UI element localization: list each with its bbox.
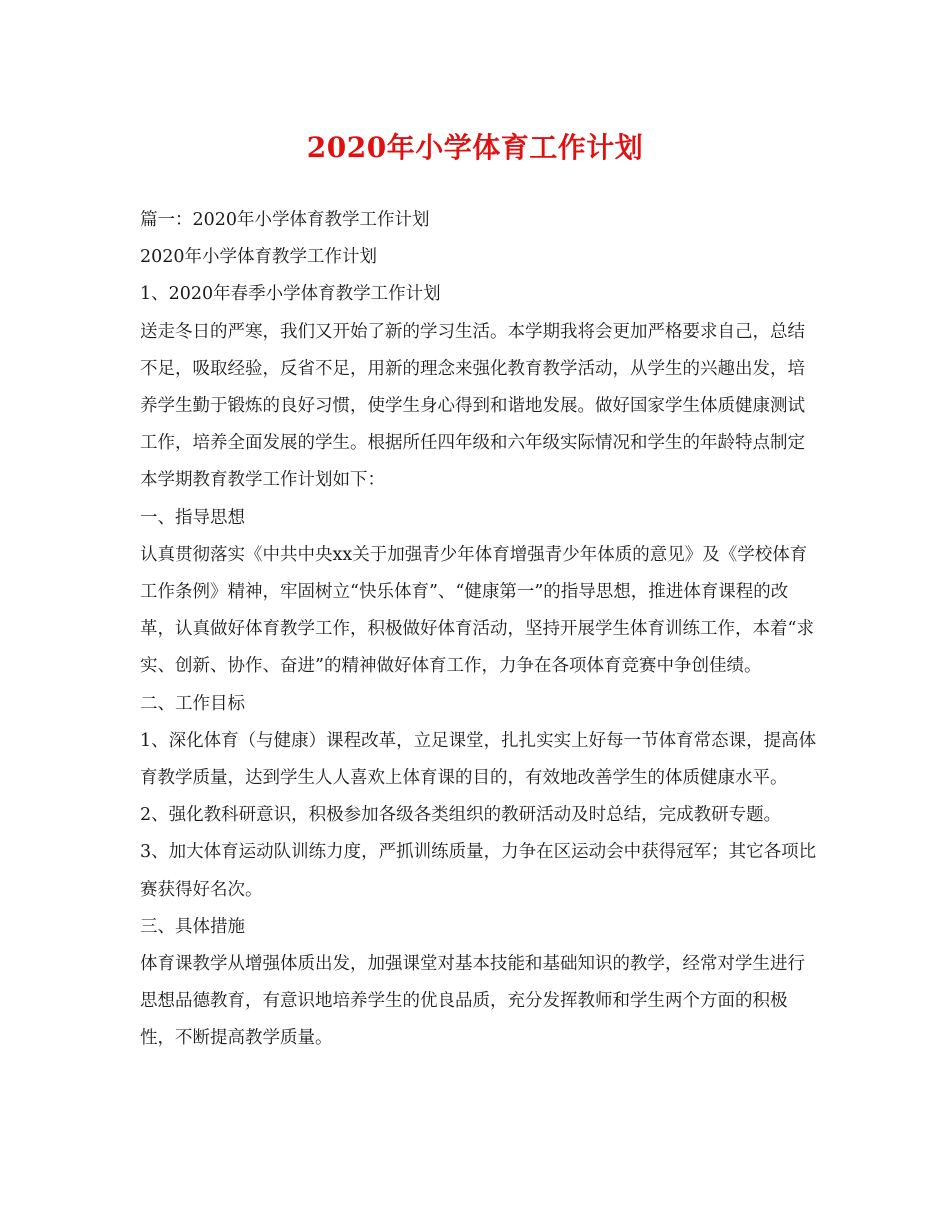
body-paragraph: 2、强化教科研意识，积极参加各级各类组织的教研活动及时总结，完成教研专题。	[140, 805, 782, 826]
body-paragraph: 3、加大体育运动队训练力度，严抓训练质量，力争在区运动会中获得冠军；其它各项比赛获得好名次。	[140, 842, 817, 900]
section-heading: 一、指导思想	[140, 507, 245, 528]
document-body	[140, 202, 820, 1058]
subheading: 1、2020年春季小学体育教学工作计划	[140, 284, 441, 305]
body-paragraph: 认真贯彻落实《中共中央xx关于加强青少年体育增强青少年体质的意见》及《学校体育工作条例》精神，牢固树立“快乐体育”、“健康第一”的指导思想，推进体育课程的改革，认真做好体育教学工作，积极做好体育活动，坚持开展学生体育训练工作，本着“求实、创新、协作、奋进”的精神做好体育工作，力争在各项体育竞赛中争创佳绩。	[140, 544, 814, 677]
section-heading: 篇一：2020年小学体育教学工作计划	[140, 210, 430, 230]
subtitle: 2020年小学体育教学工作计划	[140, 247, 378, 268]
section-heading: 二、工作目标	[140, 693, 245, 714]
document-title: 2020年小学体育工作计划	[306, 131, 644, 164]
body-paragraph: 体育课教学从增强体质出发，加强课堂对基本技能和基础知识的教学，经常对学生进行思想品德教育，有意识地培养学生的优良品质，充分发挥教师和学生两个方面的积极性，不断提高教学质量。	[140, 954, 805, 1049]
body-paragraph: 1、深化体育（与健康）课程改革，立足课堂，扎扎实实上好每一节体育常态课，提高体育教学质量，达到学生人人喜欢上体育课的目的，有效地改善学生的体质健康水平。	[140, 730, 817, 789]
body-paragraph: 送走冬日的严寒，我们又开始了新的学习生活。本学期我将会更加严格要求自己，总结不足，吸取经验，反省不足，用新的理念来强化教育教学活动，从学生的兴趣出发，培养学生勤于锻炼的良好习惯，使学生身心得到和谐地发展。做好国家学生体质健康测试工作，培养全面发展的学生。根据所任四年级和六年级实际情况和学生的年龄特点制定本学期教育教学工作计划如下：	[140, 321, 805, 491]
section-heading: 三、具体措施	[140, 916, 245, 937]
